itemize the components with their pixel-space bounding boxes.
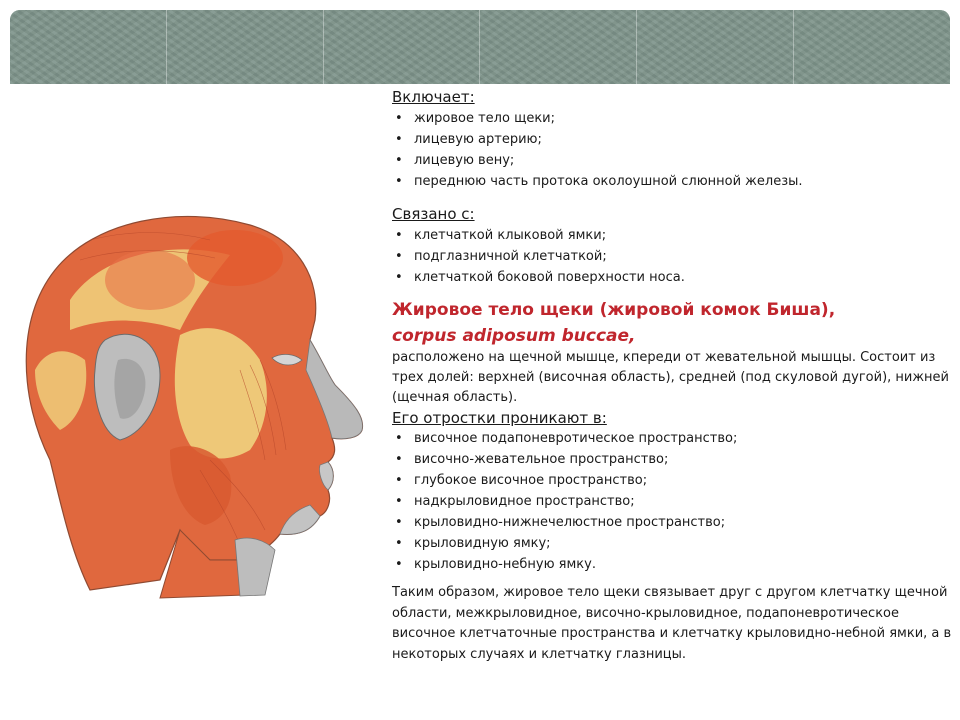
header-panel: [637, 10, 794, 84]
head-anatomy-svg: [10, 200, 380, 600]
list-item: • клетчаткой боковой поверхности носа.: [392, 267, 952, 288]
list-item: • клетчаткой клыковой ямки;: [392, 225, 952, 246]
header-panel: [480, 10, 637, 84]
bisha-description: расположено на щечной мышце, кпереди от жевательной мышцы. Состоит из трех долей: верхней (височная область), средней (под скуловой дугой), нижней (щечная область).: [392, 350, 950, 405]
list-item: • жировое тело щеки;: [392, 108, 952, 129]
bisha-latin-name: corpus adiposum buccae,: [392, 326, 636, 346]
bisha-title: Жировое тело щеки (жировой комок Биша),: [392, 300, 836, 320]
summary-paragraph: Таким образом, жировое тело щеки связывает друг с другом клетчатку щечной области, межкрыловидное, височно-крыловидное, подапоневротическое височное клетчаточные пространства и клетчатку крыловидно-небной ямки, а в некоторых случаях и клетчатку глазницы.: [392, 585, 952, 662]
neck-skin: [235, 538, 275, 596]
connected-list: [392, 225, 952, 288]
header-panel: [794, 10, 950, 84]
list-item: • подглазничной клетчаткой;: [392, 246, 952, 267]
header-panel: [324, 10, 481, 84]
list-item: • височно-жевательное пространство;: [392, 449, 952, 470]
includes-heading: Включает:: [392, 88, 475, 106]
list-item: • крыловидно-нижнечелюстное пространство;: [392, 512, 952, 533]
head-anatomy-illustration: [10, 200, 380, 600]
text-content: [392, 86, 952, 665]
list-item: • глубокое височное пространство;: [392, 470, 952, 491]
header-panel: [10, 10, 167, 84]
includes-list: [392, 108, 952, 192]
list-item: • крыловидно-небную ямку.: [392, 554, 952, 575]
temporal-muscle: [105, 250, 195, 310]
list-item: • височное подапоневротическое пространство;: [392, 428, 952, 449]
list-item: • переднюю часть протока околоушной слюнной железы.: [392, 171, 952, 192]
list-item: • крыловидную ямку;: [392, 533, 952, 554]
connected-heading: Связано с:: [392, 205, 475, 223]
list-item: • лицевую артерию;: [392, 129, 952, 150]
frontal-muscle: [187, 230, 283, 286]
header-panel: [167, 10, 324, 84]
slide-header-banner: [10, 10, 950, 84]
processes-list: [392, 428, 952, 575]
list-item: • лицевую вену;: [392, 150, 952, 171]
list-item: • надкрыловидное пространство;: [392, 491, 952, 512]
processes-heading: Его отростки проникают в:: [392, 409, 607, 427]
